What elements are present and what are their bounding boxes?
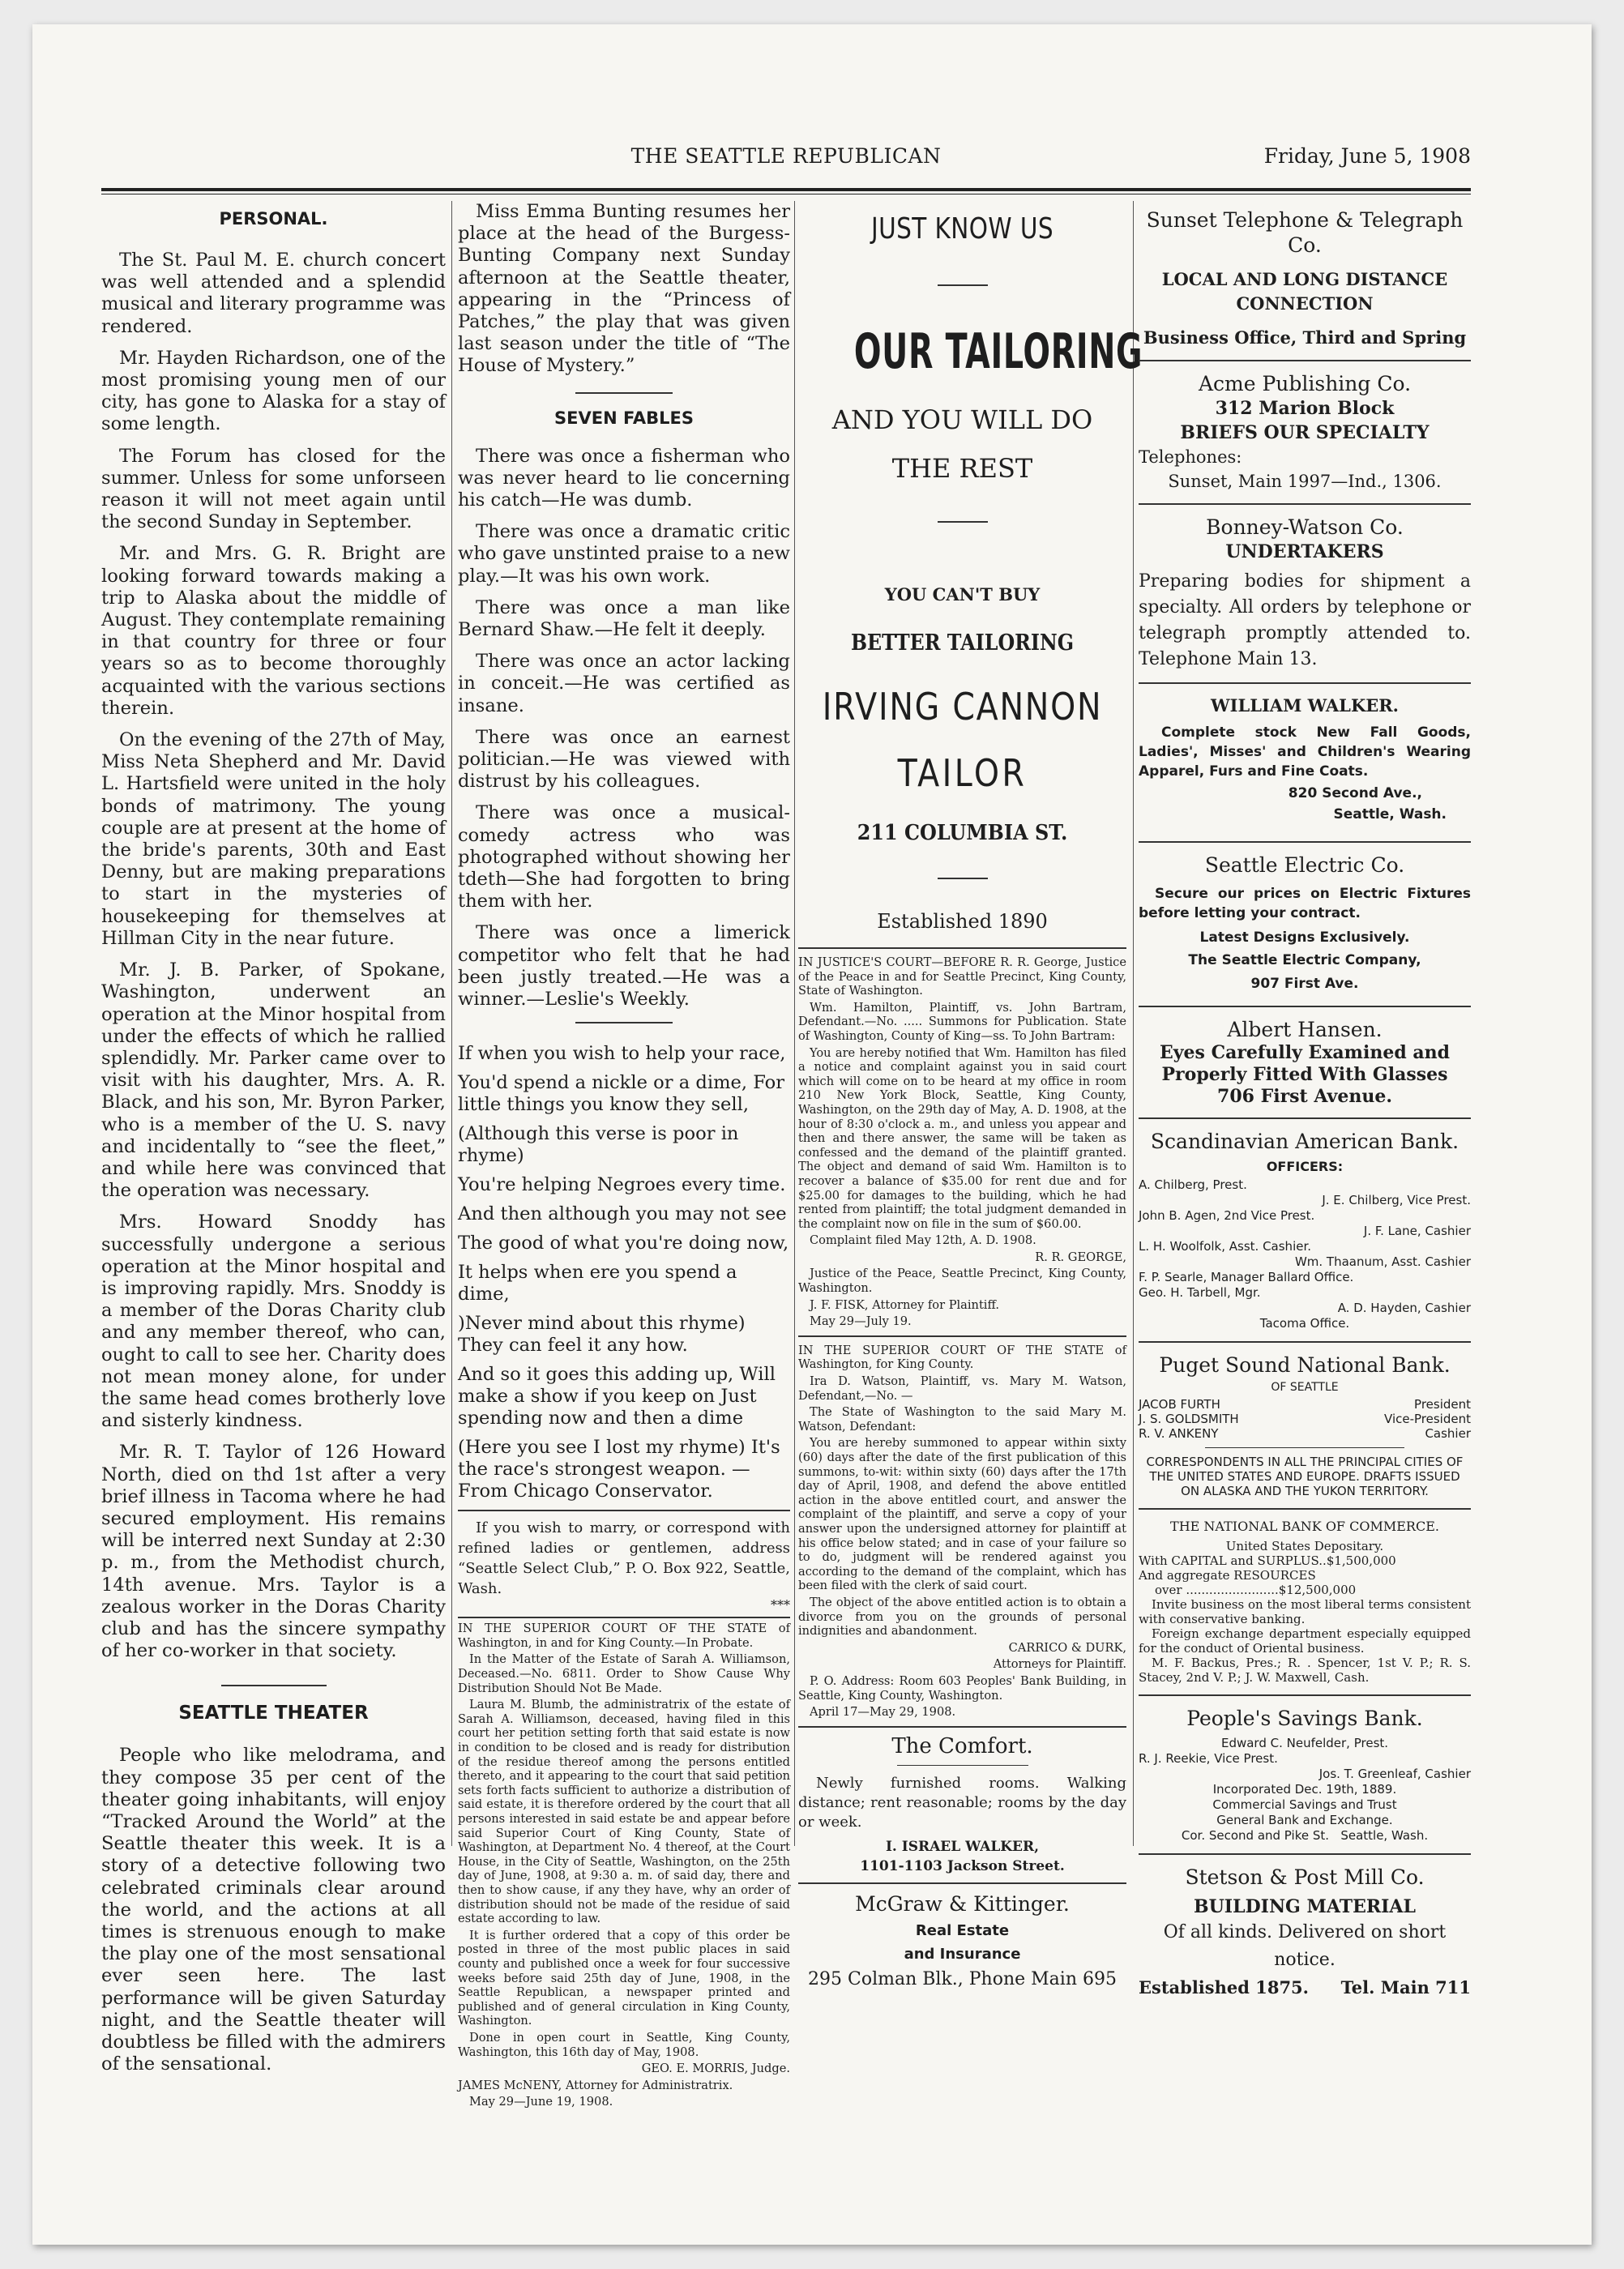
divider	[938, 284, 988, 286]
column-divider	[451, 201, 452, 1846]
legal-line: Attorneys for Plaintiff.	[993, 1657, 1126, 1672]
legal-line: You are hereby notified that Wm. Hamilton has filed a notice and complaint against you in said court which will come on to be heard at my office in room 210 New York Block, Seattle, King County, Washington, on the 29th day of May, A. D. 1908, at the hour of 8:30 o'clock a. m., and unless you appear and then and there answer, the same will be taken as confessed and the demand of the plaintiff granted. The object and demand of said Wm. Hamilton is to recover a balance of $35.00 for rent due and for $25.00 for damages to the building, which he had rented from plaintiff; the total judgment demanded in the complaint now on file in the sum of $60.00.	[798, 1045, 1126, 1231]
stetson-post-ad	[1139, 1865, 1471, 1998]
legal-line: It is further ordered that a copy of this order be posted in three of the most public places in said county and published once a week for four successive weeks before said 25th day of June, 1908, in the Seattle Republican, a newspaper printed and published and of general circulation in King County, Washington.	[458, 1928, 790, 2028]
divider	[575, 1022, 673, 1023]
sunset-title: Sunset Telephone & Telegraph Co.	[1146, 208, 1464, 257]
legal-line: J. F. FISK, Attorney for Plaintiff.	[810, 1297, 999, 1312]
national-title: THE NATIONAL BANK OF COMMERCE.	[1170, 1519, 1439, 1534]
divider	[1139, 841, 1471, 843]
officer-line: J. F. Lane, Cashier	[1363, 1224, 1471, 1238]
tailor-line: JUST KNOW US	[871, 212, 1053, 246]
legal-line: Laura M. Blumb, the administratrix of the estate of Sarah A. Williamson, deceased, having filed in this court her petition setting forth that said estate is now in condition to be closed and is ready for distribution of the residue thereof among the persons entitled thereto, and it appearing to the court that said petition sets forth facts sufficient to authorize a distribution of said estate, it is therefore ordered by the court that all persons interested in said estate be and appear before said Superior Court of King County, State of Washington, at Department No. 4 thereof, at the Court House, in the City of Seattle, Washington, on the 25th day of June, 1908, at 9:30 a. m. of said day, there and then to show cause, if any they have, why an order of distribution should not be made of the residue of said estate according to law.	[458, 1698, 790, 1926]
poem-line: And so it goes this adding up, Will make a show if you keep on Just spending now and then a dime	[458, 1364, 776, 1429]
poem-line: And then although you may not see	[458, 1203, 787, 1225]
officer-name: R. V. ANKENY	[1139, 1426, 1219, 1441]
walker-title: WILLIAM WALKER.	[1211, 695, 1399, 716]
bonney-sub: UNDERTAKERS	[1225, 541, 1384, 562]
comfort-address: 1101-1103 Jackson Street.	[860, 1857, 1065, 1874]
puget-officers	[1139, 1397, 1471, 1441]
peoples-line: General Bank and Exchange.	[1216, 1813, 1393, 1827]
tailor-name: IRVING CANNON	[822, 685, 1103, 729]
divider	[938, 521, 988, 523]
walker-text: Complete stock New Fall Goods, Ladies', Misses' and Children's Wearing Apparel, Furs and Fine Coats.	[1139, 724, 1471, 780]
legal-line: May 29—June 19, 1908.	[469, 2095, 613, 2109]
notice-stars: ***	[771, 1597, 790, 1613]
divider	[1139, 1341, 1471, 1343]
scandinavian-officers	[1139, 1177, 1471, 1331]
mcgraw-title: McGraw & Kittinger.	[855, 1891, 1070, 1916]
national-text: Foreign exchange department especially equipped for the conduct of Oriental business.	[1139, 1626, 1471, 1656]
personal-item: On the evening of the 27th of May, Miss Neta Shepherd and Mr. David L. Hartsfield were united in the holy bonds of matrimony. The young couple are at present at the home of the bride's parents, 30th and East Denny, but are making preparations to start in the mysteries of housekeeping for themselves at Hillman City in the near future.	[101, 729, 446, 949]
fable: There was once a limerick competitor who felt that he had been justly treated.—He was a winner.—Leslie's Weekly.	[458, 922, 790, 1011]
tailor-line: YOU CAN'T BUY	[884, 584, 1041, 605]
legal-line: P. O. Address: Room 603 Peoples' Bank Building, in Seattle, King County, Washington.	[798, 1673, 1126, 1703]
divider	[221, 1685, 327, 1686]
legal-line: Ira D. Watson, Plaintiff, vs. Mary M. Watson, Defendant,—No. —	[798, 1374, 1126, 1403]
stetson-text: Of all kinds. Delivered on short notice.	[1163, 1922, 1447, 1970]
hansen-title: Albert Hansen.	[1227, 1018, 1383, 1041]
legal-line: April 17—May 29, 1908.	[810, 1705, 956, 1720]
divider	[897, 1765, 1028, 1766]
tailor-line: THE REST	[891, 453, 1033, 484]
divider	[458, 1617, 790, 1618]
legal-line: Done in open court in Seattle, King County, Washington, this 16th day of May, 1908.	[458, 2030, 790, 2059]
column-personal	[101, 201, 446, 2075]
personal-item: Mrs. Howard Snoddy has successfully undergone a serious operation at the Minor hospital and is improving rapidly. Mrs. Snoddy is a member of the Doras Charity club and any member thereof, who can, ought to call to see her. Charity does not mean money alone, for under the same head comes brotherly love and sisterly kindness.	[101, 1211, 446, 1432]
legal-line: Complaint filed May 12th, A. D. 1908.	[810, 1233, 1036, 1248]
masthead	[101, 136, 1471, 185]
mcgraw-line: and Insurance	[904, 1945, 1021, 1963]
national-text: Invite business on the most liberal terms consistent with conservative banking.	[1139, 1597, 1471, 1626]
national-dep: United States Depositary.	[1225, 1539, 1384, 1553]
puget-sub: OF SEATTLE	[1271, 1381, 1339, 1394]
albert-hansen-ad	[1139, 1017, 1471, 1108]
column-tailor	[798, 201, 1143, 1989]
acme-specialty: BRIEFS OUR SPECIALTY	[1180, 422, 1430, 443]
legal-line: R. R. GEORGE,	[1035, 1250, 1126, 1264]
fable: There was once a musical-comedy actress who was photographed without showing her tdeth—She had forgotten to bring them with her.	[458, 802, 790, 912]
officer-line: J. E. Chilberg, Vice Prest.	[1322, 1193, 1471, 1207]
fable: There was once an actor lacking in conceit.—He was certified as insane.	[458, 651, 790, 716]
officer-role: President	[1414, 1397, 1471, 1412]
stetson-tel: Tel. Main 711	[1340, 1977, 1471, 1998]
comfort-text: Newly furnished rooms. Walking distance; rent reasonable; rooms by the day or week.	[798, 1774, 1126, 1831]
poem-line: You'd spend a nickle or a dime, For little things you know they sell,	[458, 1072, 785, 1116]
officer-name: JACOB FURTH	[1139, 1397, 1220, 1412]
justice-court-notice	[798, 955, 1126, 1329]
legal-line: May 29—July 19.	[810, 1314, 912, 1329]
sunset-telephone-ad	[1139, 207, 1471, 350]
officer-role: Cashier	[1425, 1426, 1471, 1441]
stetson-established: Established 1875.	[1139, 1977, 1309, 1998]
electric-title: Seattle Electric Co.	[1204, 853, 1405, 877]
paper-title: THE SEATTLE REPUBLICAN	[630, 144, 942, 168]
divider	[1139, 360, 1471, 361]
legal-line: CARRICO & DURK,	[1008, 1640, 1126, 1655]
officer-line: Geo. H. Tarbell, Mgr.	[1139, 1285, 1261, 1300]
divider	[1139, 1508, 1471, 1510]
peoples-savings-bank-ad	[1139, 1706, 1471, 1844]
bonney-watson-ad	[1139, 515, 1471, 673]
personal-heading: PERSONAL.	[219, 209, 328, 229]
divider	[1139, 1694, 1471, 1696]
sunset-line: Business Office, Third and Spring	[1143, 327, 1467, 348]
officer-line: John B. Agen, 2nd Vice Prest.	[1139, 1208, 1315, 1223]
hansen-line: Properly Fitted With Glasses	[1161, 1064, 1448, 1085]
personal-item: Mr. and Mrs. G. R. Bright are looking forward towards making a trip to Alaska about the middle of August. They contemplate remaining in that country for three or four years so as to become thoroughly acquainted with the various sections therein.	[101, 543, 446, 719]
peoples-line: Cor. Second and Pike St. Seattle, Wash.	[1181, 1828, 1429, 1843]
peoples-line: Commercial Savings and Trust	[1212, 1797, 1397, 1812]
hansen-line: 706 First Avenue.	[1217, 1086, 1392, 1107]
divider	[1139, 682, 1471, 684]
acme-tel: Sunset, Main 1997—Ind., 1306.	[1168, 472, 1442, 491]
stetson-sub: BUILDING MATERIAL	[1194, 1896, 1416, 1917]
fable: There was once a dramatic critic who gave unstinted praise to a new play.—It was his own work.	[458, 521, 790, 587]
legal-line: You are hereby summoned to appear within sixty (60) days after the date of the first publication of this summons, to-wit: within sixty (60) days after the 17th day of April, 1908, and defend the above entitled action in the above entitled court, and answer the complaint of the plaintiff, and serve a copy of your answer upon the undersigned attorney for plaintiff at his office below stated; and in case of your failure so to do, judgment will be rendered against you according to the demand of the complaint, which has been filed with the clerk of said court.	[798, 1436, 1126, 1593]
fable: There was once an earnest politician.—He was viewed with distrust by his colleagues.	[458, 726, 790, 793]
acme-block: 312 Marion Block	[1215, 398, 1395, 419]
scandinavian-title: Scandinavian American Bank.	[1150, 1130, 1459, 1153]
divider	[458, 1510, 790, 1511]
tailor-established: Established 1890	[877, 910, 1048, 933]
divider	[575, 392, 673, 394]
peoples-line: Jos. T. Greenleaf, Cashier	[1318, 1767, 1471, 1781]
puget-title: Puget Sound National Bank.	[1159, 1353, 1451, 1377]
personal-item: Mr. Hayden Richardson, one of the most promising young men of our city, has gone to Alaska for a stay of some length.	[101, 347, 446, 435]
legal-line: IN JUSTICE'S COURT—BEFORE R. R. George, Justice of the Peace in and for Seattle Precinct, King County, State of Washington.	[798, 955, 1126, 998]
officer-line: Tacoma Office.	[1259, 1316, 1350, 1331]
officer-line: A. Chilberg, Prest.	[1139, 1177, 1247, 1192]
irving-cannon-ad	[798, 212, 1143, 933]
william-walker-ad	[1139, 694, 1471, 825]
divider	[1139, 1006, 1471, 1007]
bonney-text: Preparing bodies for shipment a specialty. All orders by telephone or telegraph promptly attended to. Telephone Main 13.	[1139, 571, 1471, 669]
select-club-notice: If you wish to marry, or correspond with refined ladies or gentlemen, address “Seattle Select Club,” P. O. Box 922, Seattle, Wash.	[458, 1519, 790, 1598]
national-bank-of-commerce-ad	[1139, 1519, 1471, 1685]
comfort-ad	[798, 1734, 1126, 1874]
divider	[798, 1882, 1126, 1884]
officer-row	[1139, 1426, 1471, 1441]
scandinavian-bank-ad	[1139, 1129, 1471, 1331]
column-business-ads	[1139, 201, 1471, 1998]
column-fables	[458, 201, 790, 2109]
superior-court-notice	[798, 1344, 1126, 1720]
stetson-footer	[1139, 1977, 1471, 1998]
personal-item: Mr. R. T. Taylor of 126 Howard North, died on thd 1st after a very brief illness in Tacoma where he had secured employment. His remains will be interred next Sunday at 2:30 p. m., from the Methodist church, 14th avenue. Mrs. Taylor is a zealous worker in the Doras Charity club and has the sincere sympathy of her co-worker in that society.	[101, 1442, 446, 1662]
column-divider	[794, 201, 795, 1846]
comfort-name: I. ISRAEL WALKER,	[885, 1838, 1040, 1855]
acme-title: Acme Publishing Co.	[1198, 372, 1412, 395]
tailor-address: 211 COLUMBIA ST.	[857, 821, 1068, 845]
divider	[938, 878, 988, 879]
tailor-headline: OUR TAILORING	[853, 323, 1143, 380]
fable: There was once a fisherman who was never heard to lie concerning his catch—He was dumb.	[458, 445, 790, 511]
electric-text: Secure our prices on Electric Fixtures before letting your contract.	[1139, 886, 1471, 921]
poem-line: The good of what you're doing now,	[458, 1233, 789, 1254]
masthead-rule	[101, 188, 1471, 191]
officer-line: Wm. Thaanum, Asst. Cashier	[1294, 1254, 1471, 1269]
stetson-title: Stetson & Post Mill Co.	[1185, 1865, 1425, 1889]
acme-publishing-ad	[1139, 371, 1471, 494]
sunset-line: LOCAL AND LONG DISTANCE CONNECTION	[1161, 269, 1448, 314]
legal-line: The object of the above entitled action is to obtain a divorce from you on the grounds of personal indignities and abandonment.	[798, 1595, 1126, 1639]
personal-item: Mr. J. B. Parker, of Spokane, Washington, underwent an operation at the Minor hospital from under the effects of which he rallied splendidly. Mr. Parker came over to visit with his daughter, Mrs. A. R. Black, and his son, Mr. Byron Parker, who is a member of the U. S. navy and incidentally to “see the fleet,” and while here was convinced that the operation was necessary.	[101, 959, 446, 1202]
peoples-details	[1139, 1736, 1471, 1844]
electric-line: 907 First Ave.	[1250, 976, 1359, 992]
legal-line: GEO. E. MORRIS, Judge.	[641, 2062, 790, 2076]
officer-role: Vice-President	[1384, 1412, 1471, 1426]
walker-address: Seattle, Wash.	[1333, 806, 1447, 823]
poem-line: (Although this verse is poor in rhyme)	[458, 1123, 739, 1167]
divider	[1139, 503, 1471, 505]
tailor-line: BETTER TAILORING	[850, 630, 1075, 656]
bonney-title: Bonney-Watson Co.	[1206, 515, 1404, 539]
legal-line: Wm. Hamilton, Plaintiff, vs. John Bartram, Defendant.—No. ..... Summons for Publication. State of Washington, County of King—ss. To John Bartram:	[798, 1000, 1126, 1043]
electric-line: The Seattle Electric Company,	[1188, 952, 1421, 968]
poem-line: (Here you see I lost my rhyme) It's the race's strongest weapon. —From Chicago Conservator.	[458, 1437, 780, 1502]
poem-line: You're helping Negroes every time.	[458, 1174, 786, 1196]
officer-line: A. D. Hayden, Cashier	[1337, 1301, 1471, 1315]
personal-item: The Forum has closed for the summer. Unless for some unforseen reason it will not meet again until the second Sunday in September.	[101, 445, 446, 533]
peoples-line: Edward C. Neufelder, Prest.	[1220, 1736, 1389, 1750]
divider	[798, 947, 1126, 949]
hansen-line: Eyes Carefully Examined and	[1159, 1042, 1450, 1063]
officer-row	[1139, 1412, 1471, 1426]
officer-name: J. S. GOLDSMITH	[1139, 1412, 1239, 1426]
poem	[458, 1043, 790, 1502]
divider	[1139, 1117, 1471, 1119]
peoples-line: Incorporated Dec. 19th, 1889.	[1212, 1782, 1397, 1797]
poem-line: It helps when ere you spend a dime,	[458, 1262, 737, 1305]
electric-line: Latest Designs Exclusively.	[1199, 929, 1410, 946]
officers-label: OFFICERS:	[1266, 1159, 1344, 1174]
probate-notice	[458, 1622, 790, 2109]
divider	[1139, 1853, 1471, 1855]
poem-line: If when you wish to help your race,	[458, 1043, 786, 1065]
puget-sound-bank-ad	[1139, 1352, 1471, 1498]
bunting-article: Miss Emma Bunting resumes her place at the head of the Burgess-Bunting Company next Sunday afternoon at the Seattle theater, appearing in the “Princess of Patches,” the play that was given last season under the title of “The House of Mystery.”	[458, 201, 790, 377]
legal-line: The State of Washington to the said Mary M. Watson, Defendant:	[798, 1405, 1126, 1434]
personal-item: The St. Paul M. E. church concert was well attended and a splendid musical and literary programme was rendered.	[101, 250, 446, 337]
legal-line: Justice of the Peace, Seattle Precinct, King County, Washington.	[798, 1267, 1126, 1296]
legal-line: JAMES McNENY, Attorney for Administratrix.	[458, 2078, 733, 2092]
comfort-title: The Comfort.	[891, 1733, 1033, 1758]
legal-line: IN THE SUPERIOR COURT OF THE STATE of Washington, in and for King County.—In Probate.	[458, 1622, 790, 1650]
fables-heading: SEVEN FABLES	[554, 408, 694, 428]
column-divider	[1133, 201, 1134, 1846]
national-resources: over ........................$12,500,000	[1155, 1583, 1357, 1597]
acme-tel-label: Telephones:	[1139, 447, 1242, 467]
national-capital: With CAPITAL and SURPLUS..$1,500,000	[1139, 1553, 1396, 1568]
issue-date: Friday, June 5, 1908	[1263, 144, 1471, 168]
poem-line: )Never mind about this rhyme) They can feel it any how.	[458, 1313, 746, 1357]
mcgraw-ad	[798, 1892, 1126, 1989]
national-resources-label: And aggregate RESOURCES	[1139, 1568, 1316, 1583]
peoples-title: People's Savings Bank.	[1186, 1707, 1423, 1730]
fable: There was once a man like Bernard Shaw.—He felt it deeply.	[458, 596, 790, 641]
theater-heading: SEATTLE THEATER	[178, 1703, 369, 1724]
walker-address: 820 Second Ave.,	[1288, 785, 1422, 801]
divider	[798, 1726, 1126, 1728]
legal-line: IN THE SUPERIOR COURT OF THE STATE of Washington, for King County.	[798, 1343, 1126, 1372]
peoples-line: R. J. Reekie, Vice Prest.	[1139, 1751, 1278, 1766]
seattle-electric-ad	[1139, 852, 1471, 996]
officer-line: F. P. Searle, Manager Ballard Office.	[1139, 1270, 1354, 1284]
mcgraw-line: 295 Colman Blk., Phone Main 695	[808, 1968, 1117, 1989]
divider	[798, 1335, 1126, 1337]
legal-line: In the Matter of the Estate of Sarah A. Williamson, Deceased.—No. 6811. Order to Show Cause Why Distribution Should Not Be Made.	[458, 1652, 790, 1695]
officer-line: L. H. Woolfolk, Asst. Cashier.	[1139, 1239, 1312, 1254]
national-officers: M. F. Backus, Pres.; R. . Spencer, 1st V. P.; R. S. Stacey, 2nd V. P.; J. W. Maxwell, Cash.	[1139, 1656, 1471, 1685]
tailor-line: AND YOU WILL DO	[831, 404, 1093, 435]
divider	[1205, 1447, 1404, 1448]
tailor-title: TAILOR	[897, 751, 1028, 795]
puget-footer: CORRESPONDENTS IN ALL THE PRINCIPAL CITIES OF THE UNITED STATES AND EUROPE. DRAFTS ISSUED ON ALASKA AND THE YUKON TERRITORY.	[1146, 1455, 1464, 1498]
officer-row	[1139, 1397, 1471, 1412]
mcgraw-line: Real Estate	[915, 1921, 1010, 1939]
theater-article: People who like melodrama, and they compose 35 per cent of the theater going inhabitants, will enjoy “Tracked Around the World” at the Seattle theater this week. It is a story of a detective following two celebrated criminals clear around the world, and the actions at all times is strenuous enough to make the play one of the most sensational ever seen here. The last performance will be given Saturday night, and the Seattle theater will doubtless be filled with the admirers of the sensational.	[101, 1745, 446, 2075]
